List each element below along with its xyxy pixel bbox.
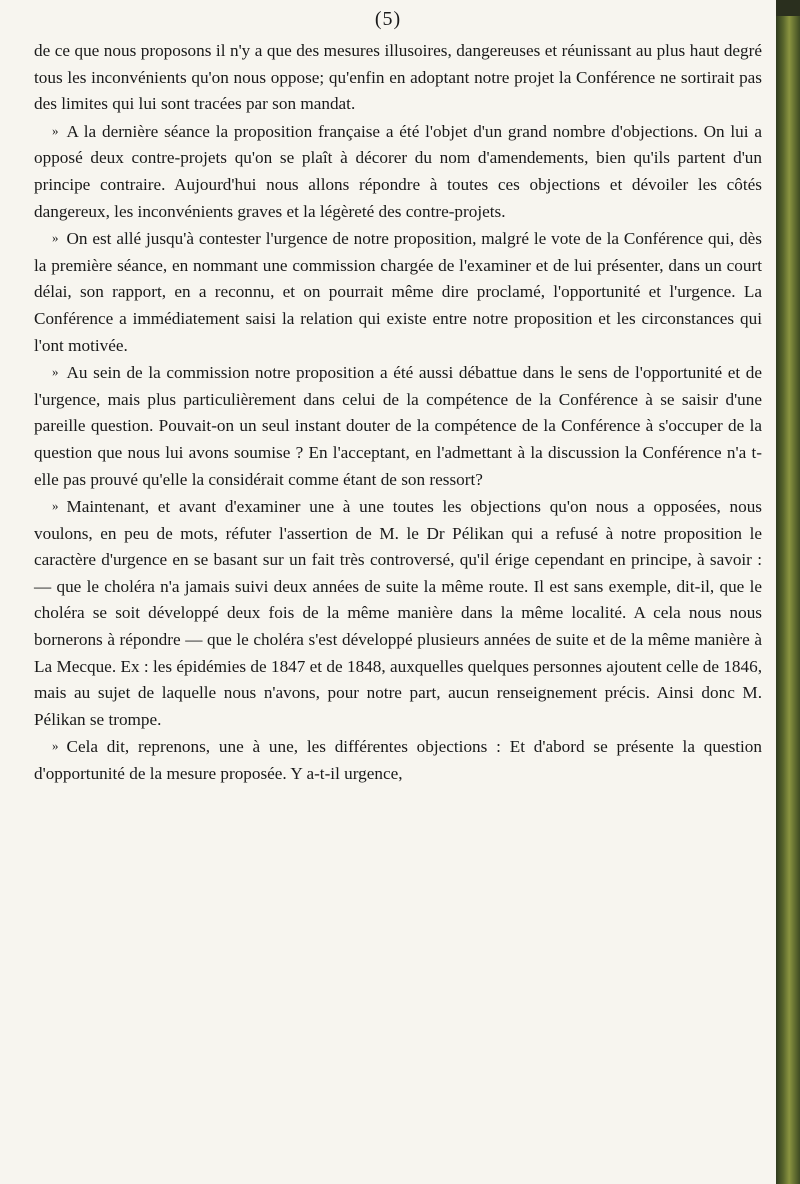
paragraph-text: Au sein de la commission notre proposition a été aussi débattue dans le sens de l'opportunité et de l'urgence, mais plus particulièrement dans celui de la compétence de la Conférence à se saisir d'une pareille question. Pouvait-on un seul instant douter de la compétence de la Conférence à s'occuper de la question que nous lui avons soumise ? En l'acceptant, en l'admettant à la discussion la Conférence n'a t-elle pas prouvé qu'elle la considérait comme étant de son ressort? [34, 363, 762, 489]
paragraph-text: On est allé jusqu'à contester l'urgence de notre proposition, malgré le vote de la Conférence qui, dès la première séance, en nommant une commission chargée de l'examiner et de lui présenter, dans un court délai, son rapport, en a reconnu, et on pourrait même dire proclamé, l'opportunité et l'urgence. La Conférence a immédiatement saisi la relation qui existe entre notre proposition et les circonstances qui l'ont motivée. [34, 229, 762, 355]
paragraph [34, 493, 762, 733]
paragraph-text: Cela dit, reprenons, une à une, les différentes objections : Et d'abord se présente la question d'opportunité de la mesure proposée. Y a-t-il urgence, [34, 737, 762, 784]
paragraph-text: Maintenant, et avant d'examiner une à une toutes les objections qu'on nous a opposées, nous voulons, en peu de mots, réfuter l'assertion de M. le Dr Pélikan qui a refusé à notre proposition le caractère d'urgence en se basant sur un fait très controversé, qu'il érige cependant en principe, à savoir : — que le choléra n'a jamais suivi deux années de suite la même route. Il est sans exemple, dit-il, que le choléra se soit développé deux fois de la même manière dans la même localité. A cela nous nous bornerons à répondre — que le choléra s'est développé plusieurs années de suite et de la même manière à La Mecque. Ex : les épidémies de 1847 et de 1848, auxquelles quelques personnes ajoutent celle de 1846, mais au sujet de laquelle nous n'avons, pour notre part, aucun renseignement précis. Ainsi donc M. Pélikan se trompe. [34, 497, 762, 729]
paragraph-marker: » [52, 364, 59, 380]
paragraph [34, 118, 762, 225]
paragraph [34, 225, 762, 359]
paragraph-marker: » [52, 230, 59, 246]
paragraph [34, 38, 762, 118]
book-spine-top [776, 0, 800, 16]
paragraph [34, 359, 762, 493]
body-text [34, 38, 762, 788]
paragraph-text: A la dernière séance la proposition française a été l'objet d'un grand nombre d'objections. On lui a opposé deux contre-projets qu'on se plaît à décorer du nom d'amendements, bien qu'ils partent d'un principe contraire. Aujourd'hui nous allons répondre à toutes ces objections et dévoiler les côtés dangereux, les inconvénients graves et la légèreté des contre-projets. [34, 121, 762, 221]
page-number: (5) [374, 8, 402, 30]
book-spine-edge [776, 0, 800, 1184]
paragraph [34, 733, 762, 787]
paragraph-marker: » [52, 122, 59, 138]
paragraph-text: de ce que nous proposons il n'y a que des mesures illusoires, dangereuses et réunissant au plus haut degré tous les inconvénients qu'on nous oppose; qu'enfin en adoptant notre projet la Conférence ne sortirait pas des limites qui lui sont tracées par son mandat. [34, 41, 762, 114]
paragraph-marker: » [52, 738, 59, 754]
paragraph-marker: » [52, 498, 59, 514]
